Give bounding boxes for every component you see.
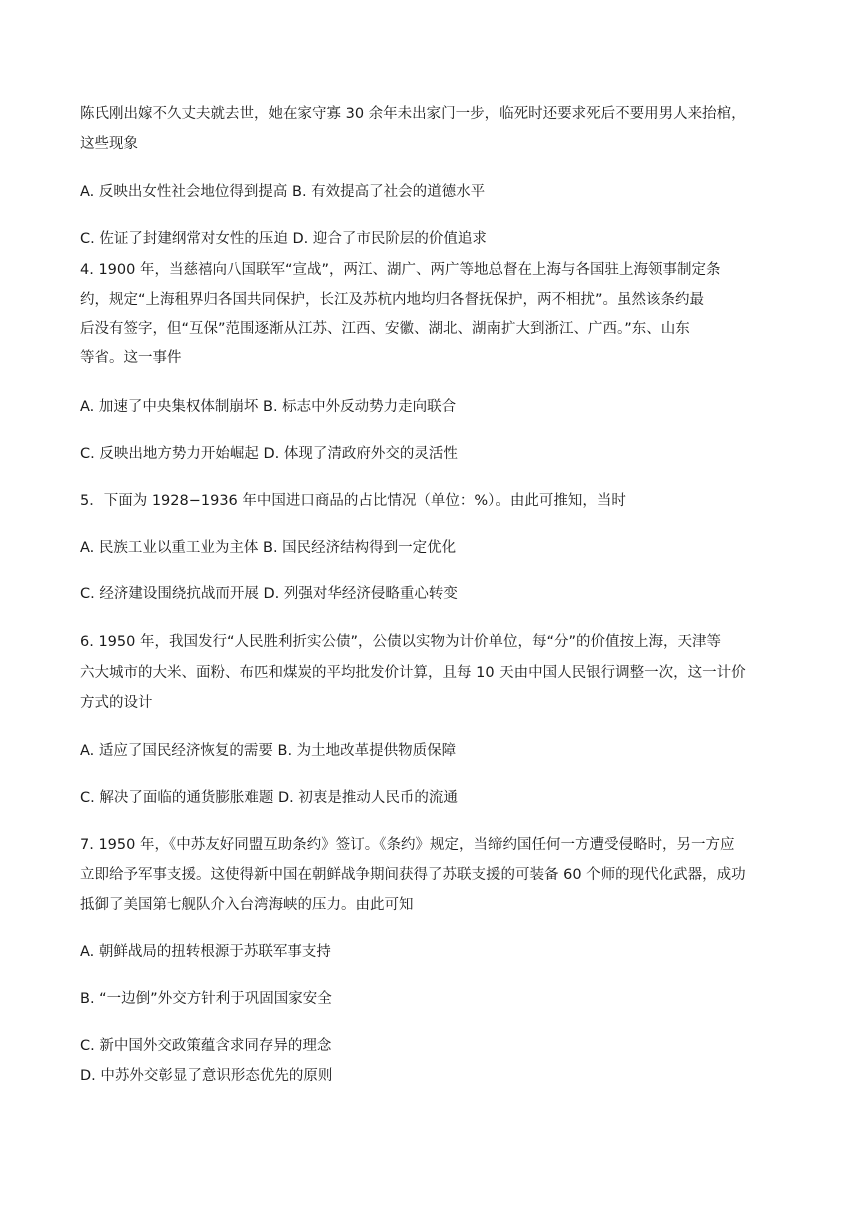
q6-options-ab: A. 适应了国民经济恢复的需要 B. 为土地改革提供物质保障 [80,743,457,759]
q3-options-cd: C. 佐证了封建纲常对女性的压迫 D. 迎合了市民阶层的价值追求 [80,231,487,247]
q4-stem-line-1: 4. 1900 年，当慈禧向八国联军“宣战”，两江、湖广、两广等地总督在上海与各国驻上海领事制定条 [80,262,721,278]
q6-options-cd: C. 解决了面临的通货膨胀难题 D. 初衷是推动人民币的流通 [80,790,458,806]
q3-stem-line-1: 陈氏刚出嫁不久丈夫就去世，她在家守寡 30 余年未出家门一步，临死时还要求死后不要用男人来抬棺， [80,106,746,122]
q5-stem-line-1: 5．下面为 1928−1936 年中国进口商品的占比情况（单位：%）。由此可推知，当时 [80,493,626,509]
q7-option-d: D. 中苏外交彰显了意识形态优先的原则 [80,1068,333,1084]
q6-stem-line-1: 6. 1950 年，我国发行“人民胜利折实公债”，公债以实物为计价单位，每“分”的价值按上海，天津等 [80,634,721,650]
q7-option-b: B. “一边倒”外交方针利于巩固国家安全 [80,991,332,1007]
q7-option-c: C. 新中国外交政策蕴含求同存异的理念 [80,1038,332,1054]
q7-stem-line-1: 7. 1950 年，《中苏友好同盟互助条约》签订。《条约》规定，当缔约国任何一方遭受侵略时，另一方应 [80,837,735,853]
q4-stem-line-4: 等省。这一事件 [80,350,182,366]
q3-stem-line-2: 这些现象 [80,136,138,152]
q7-stem-line-2: 立即给予军事支援。这使得新中国在朝鲜战争期间获得了苏联支援的可装备 60 个师的现代化武器，成功 [80,867,746,883]
q4-options-cd: C. 反映出地方势力开始崛起 D. 体现了清政府外交的灵活性 [80,446,458,462]
q7-stem-line-3: 抵御了美国第七舰队介入台湾海峡的压力。由此可知 [80,897,414,913]
q3-options-ab: A. 反映出女性社会地位得到提高 B. 有效提高了社会的道德水平 [80,184,486,200]
q6-stem-line-3: 方式的设计 [80,695,153,711]
q4-options-ab: A. 加速了中央集权体制崩坏 B. 标志中外反动势力走向联合 [80,399,457,415]
q6-stem-line-2: 六大城市的大米、面粉、布匹和煤炭的平均批发价计算，且每 10 天由中国人民银行调整一次，这一计价 [80,665,746,681]
q7-option-a: A. 朝鲜战局的扭转根源于苏联军事支持 [80,944,331,960]
q5-options-cd: C. 经济建设围绕抗战而开展 D. 列强对华经济侵略重心转变 [80,586,458,602]
q4-stem-line-2: 约，规定“上海租界归各国共同保护，长江及苏杭内地均归各督抚保护，两不相扰”。虽然该条约最 [80,292,705,308]
q5-options-ab: A. 民族工业以重工业为主体 B. 国民经济结构得到一定优化 [80,540,457,556]
q4-stem-line-3: 后没有签字，但“互保”范围逐渐从江苏、江西、安徽、湖北、湖南扩大到浙江、广西。”东、山东 [80,321,690,337]
